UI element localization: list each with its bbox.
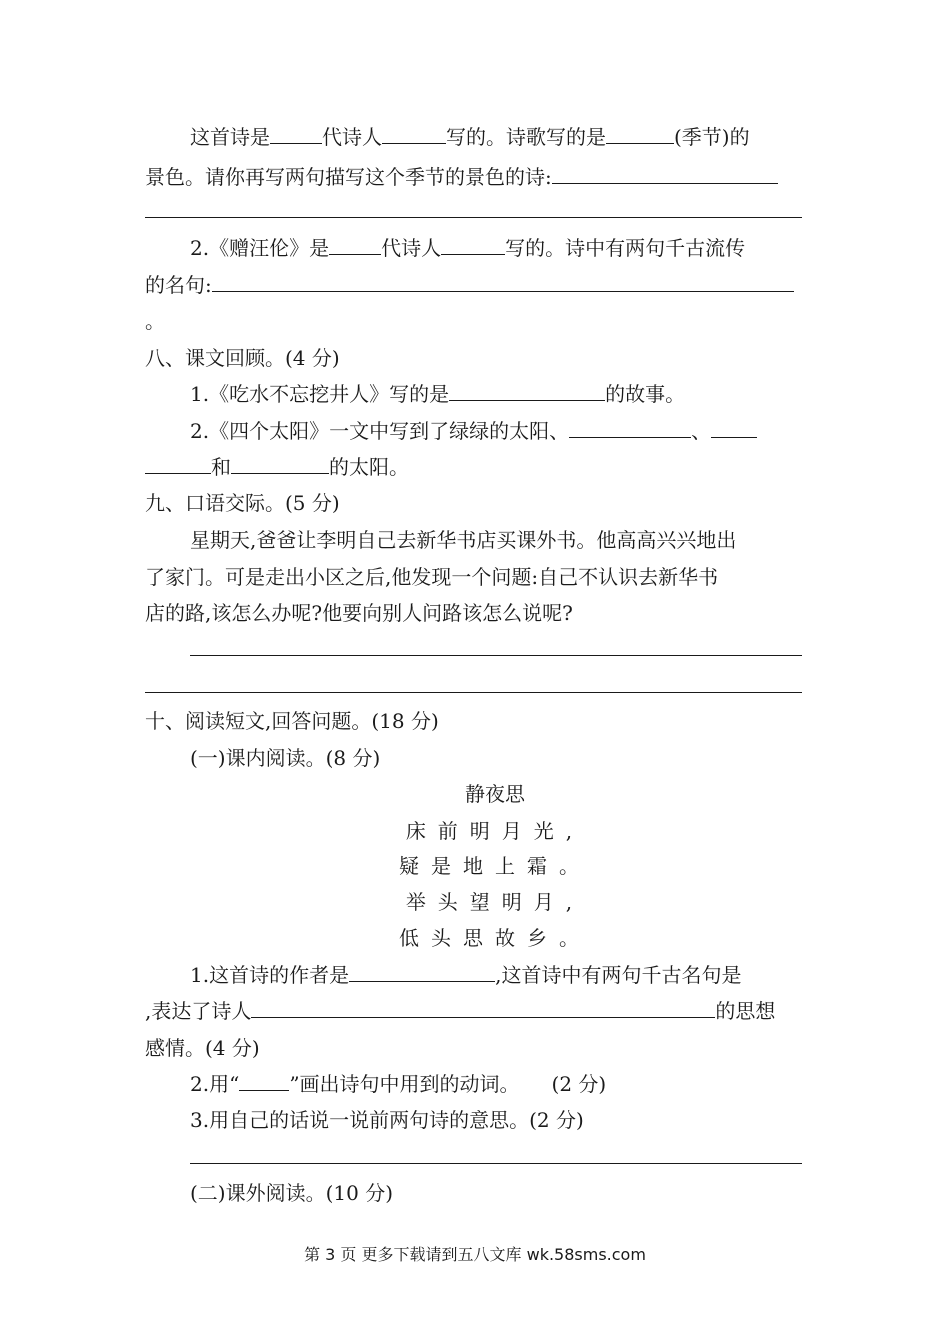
q10-q1-line2: ,表达了诗人 的思想 xyxy=(145,999,776,1023)
blank[interactable] xyxy=(212,273,794,292)
blank[interactable] xyxy=(329,236,381,255)
blank[interactable] xyxy=(145,455,211,474)
answer-line[interactable] xyxy=(190,1163,802,1164)
q9-title: 九、口语交际。(5 分) xyxy=(145,491,340,515)
footer-link[interactable]: wk.58sms.com xyxy=(526,1245,646,1264)
q8-item2-line1: 2.《四个太阳》一文中写到了绿绿的太阳、 、 xyxy=(190,418,757,444)
page-footer: 第 3 页 更多下载请到五八文库 wk.58sms.com xyxy=(304,1245,646,1264)
q10-q1-line1: 1.这首诗的作者是 ,这首诗中有两句千古名句是 xyxy=(190,963,742,987)
q10-q1-line3: 感情。(4 分) xyxy=(145,1036,260,1060)
q8-item2-line2: 和 的太阳。 xyxy=(145,454,409,480)
answer-line[interactable] xyxy=(190,655,802,656)
blank[interactable] xyxy=(382,125,446,144)
blank[interactable] xyxy=(606,125,674,144)
q10-title: 十、阅读短文,回答问题。(18 分) xyxy=(145,709,439,733)
blank[interactable] xyxy=(441,236,505,255)
q7-2-line2: 的名句: xyxy=(145,272,794,298)
poem-line: 床前明月光, xyxy=(405,819,585,843)
q8-item1: 1.《吃水不忘挖井人》写的是 的故事。 xyxy=(190,382,686,406)
q10-sub2: (二)课外阅读。(10 分) xyxy=(190,1181,394,1205)
blank[interactable] xyxy=(239,1072,289,1091)
blank[interactable] xyxy=(251,999,715,1018)
q9-paragraph-line1: 星期天,爸爸让李明自己去新华书店买课外书。他高高兴兴地出 xyxy=(190,528,737,552)
q7-1-line1: 这首诗是 代诗人 写的。诗歌写的是 (季节)的 xyxy=(190,125,750,149)
blank[interactable] xyxy=(349,963,495,982)
q7-1-line2: 景色。请你再写两句描写这个季节的景色的诗: xyxy=(145,164,778,190)
q10-q2: 2.用“ ”画出诗句中用到的动词。 (2 分) xyxy=(190,1072,607,1096)
blank[interactable] xyxy=(231,455,329,474)
blank[interactable] xyxy=(449,382,605,401)
q10-sub1: (一)课内阅读。(8 分) xyxy=(190,746,381,770)
q9-paragraph-line2: 了家门。可是走出小区之后,他发现一个问题:自己不认识去新华书 xyxy=(145,565,719,589)
poem-line: 举头望明月, xyxy=(405,890,585,914)
q7-2-line1: 2.《赠汪伦》是 代诗人 写的。诗中有两句千古流传 xyxy=(190,236,746,260)
q8-title: 八、课文回顾。(4 分) xyxy=(145,346,340,370)
poem-line: 疑是地上霜。 xyxy=(399,854,591,878)
q7-2-line3: 。 xyxy=(145,309,165,333)
answer-line[interactable] xyxy=(145,217,802,218)
poem-line: 低头思故乡。 xyxy=(399,926,591,950)
blank[interactable] xyxy=(552,165,778,184)
blank[interactable] xyxy=(270,125,322,144)
answer-line[interactable] xyxy=(145,692,802,693)
q9-paragraph-line3: 店的路,该怎么办呢?他要向别人问路该怎么说呢? xyxy=(145,601,573,625)
blank[interactable] xyxy=(711,419,757,438)
q10-q3: 3.用自己的话说一说前两句诗的意思。(2 分) xyxy=(190,1108,584,1132)
poem-title: 静夜思 xyxy=(465,782,525,806)
blank[interactable] xyxy=(569,419,691,438)
